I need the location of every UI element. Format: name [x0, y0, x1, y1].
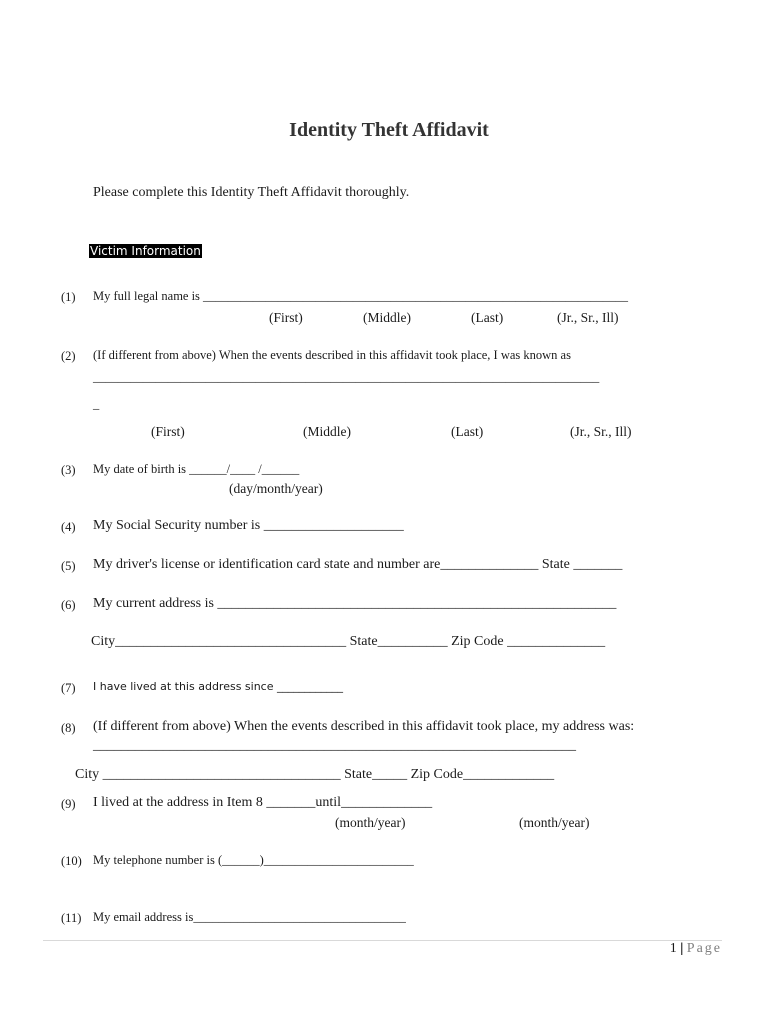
item-number: (8)	[61, 721, 76, 735]
ssn-field[interactable]: My Social Security number is ____________________	[93, 518, 404, 533]
item-number: (3)	[61, 463, 76, 477]
intro-text: Please complete this Identity Theft Affidavit thoroughly.	[93, 185, 410, 200]
item-number: (4)	[61, 520, 76, 534]
lived-since-field[interactable]: I have lived at this address since ____________	[93, 680, 343, 693]
item-number: (7)	[61, 681, 76, 695]
lived-period-field[interactable]: I lived at the address in Item 8 _______until_____________	[93, 795, 433, 810]
item-number: (5)	[61, 559, 76, 573]
until-date-format-label: (month/year)	[519, 815, 590, 830]
label-suffix: (Jr., Sr., Ill)	[557, 310, 619, 325]
page-number: 1	[669, 941, 677, 956]
item-number: (1)	[61, 290, 76, 304]
label-last: (Last)	[451, 424, 484, 439]
page-separator: |	[680, 941, 684, 956]
label-suffix: (Jr., Sr., Ill)	[570, 424, 632, 439]
former-name-field-wrap: _	[93, 397, 100, 411]
item-number: (2)	[61, 349, 76, 363]
current-city-state-zip-field[interactable]: City_________________________________ State__________ Zip Code ______________	[91, 634, 606, 649]
label-middle: (Middle)	[303, 424, 351, 439]
date-of-birth-field[interactable]: My date of birth is ______/____ /______	[93, 462, 300, 476]
full-name-field[interactable]: My full legal name is ____________________________________________________________________	[93, 289, 629, 303]
label-middle: (Middle)	[363, 310, 411, 325]
former-city-state-zip-field[interactable]: City __________________________________ State_____ Zip Code_____________	[75, 767, 555, 782]
item-number: (11)	[61, 911, 82, 925]
label-last: (Last)	[471, 310, 504, 325]
former-address-field[interactable]: _____________________________________________________________________	[93, 738, 576, 753]
page-word: Page	[686, 941, 722, 956]
footer-divider	[43, 940, 722, 941]
page-title: Identity Theft Affidavit	[289, 119, 489, 141]
label-first: (First)	[151, 424, 185, 439]
current-address-field[interactable]: My current address is _________________________________________________________	[93, 596, 617, 611]
email-field[interactable]: My email address is__________________________________	[93, 910, 406, 924]
item-number: (6)	[61, 598, 76, 612]
former-name-prompt: (If different from above) When the events described in this affidavit took place, I was known as	[93, 348, 571, 362]
item-number: (9)	[61, 797, 76, 811]
telephone-field[interactable]: My telephone number is (______)________________________	[93, 853, 414, 867]
former-name-field[interactable]: _________________________________________________________________________________	[93, 370, 600, 384]
item-number: (10)	[61, 854, 82, 868]
license-field[interactable]: My driver's license or identification card state and number are______________ State _______	[93, 557, 623, 572]
label-first: (First)	[269, 310, 303, 325]
page-footer	[670, 941, 722, 957]
former-address-prompt: (If different from above) When the events described in this affidavit took place, my address was:	[93, 719, 635, 734]
section-heading: Victim Information	[90, 244, 201, 258]
date-format-label: (day/month/year)	[229, 481, 323, 496]
from-date-format-label: (month/year)	[335, 815, 406, 830]
